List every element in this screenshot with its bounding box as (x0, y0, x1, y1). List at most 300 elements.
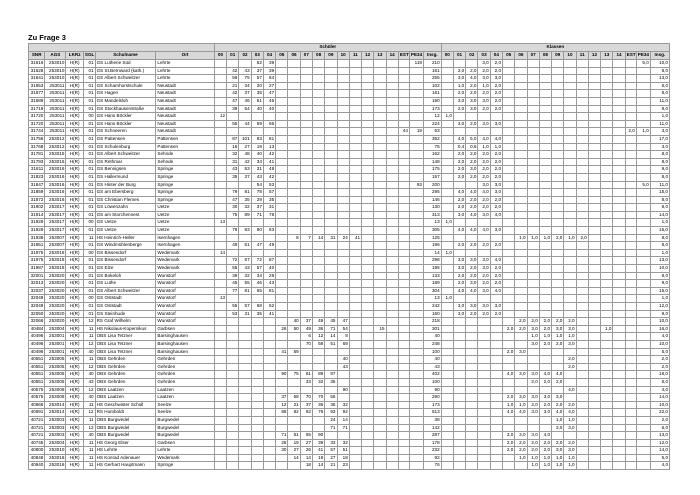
table-row (29, 189, 670, 197)
column-header: 14 (613, 52, 625, 60)
table-cell (453, 181, 465, 189)
table-cell: 3,0 (503, 432, 515, 440)
table-cell: 40745 (29, 439, 45, 447)
table-cell (300, 249, 312, 257)
table-cell (312, 113, 324, 121)
table-cell: 253007 (45, 234, 66, 242)
table-cell (288, 363, 300, 371)
table-cell: 13 (423, 295, 441, 303)
table-cell (288, 166, 300, 174)
table-cell (625, 439, 636, 447)
table-cell: 301 (423, 325, 441, 333)
table-cell: Burgwedel (156, 424, 214, 432)
table-cell: 01 (83, 280, 95, 288)
table-cell (374, 333, 386, 341)
table-cell (409, 113, 423, 121)
table-cell (263, 333, 275, 341)
table-cell (539, 75, 551, 83)
table-cell: 11 (83, 325, 95, 333)
table-cell: 40 (83, 371, 95, 379)
table-cell (312, 295, 324, 303)
table-cell: 80 (251, 227, 263, 235)
table-cell: GS am Ebersberg (95, 189, 156, 197)
table-cell: 1,0 (441, 295, 453, 303)
table-cell: 77 (227, 287, 239, 295)
table-cell: 13,0 (650, 432, 669, 440)
table-cell (515, 151, 527, 159)
table-cell (539, 348, 551, 356)
table-cell (374, 189, 386, 197)
table-cell (539, 265, 551, 273)
table-cell: 253020 (45, 272, 66, 280)
table-cell: 4,0 (466, 287, 478, 295)
table-cell (288, 211, 300, 219)
table-cell (490, 378, 502, 386)
table-cell (214, 60, 226, 68)
table-cell (613, 143, 625, 151)
table-cell: 51 (251, 97, 263, 105)
table-cell (601, 340, 613, 348)
table-cell (325, 181, 337, 189)
table-cell (386, 325, 398, 333)
table-cell (362, 249, 374, 257)
table-cell: 01 (83, 204, 95, 212)
table-cell (349, 462, 361, 470)
table-row (29, 211, 670, 219)
table-cell (515, 295, 527, 303)
table-cell (349, 409, 361, 417)
table-cell: 72 (227, 257, 239, 265)
table-cell: H(R) (66, 189, 84, 197)
table-cell (398, 173, 409, 181)
table-cell: 41 (312, 447, 324, 455)
table-cell: 3,0 (527, 325, 539, 333)
table-cell (564, 378, 576, 386)
table-cell: 01 (83, 196, 95, 204)
table-cell (453, 394, 465, 402)
table-cell (601, 60, 613, 68)
table-cell: 2,0 (453, 90, 465, 98)
table-cell: 32049 (29, 303, 45, 311)
table-cell: 100 (423, 378, 441, 386)
table-cell (362, 378, 374, 386)
table-cell: 47 (263, 90, 275, 98)
table-cell: 253003 (45, 432, 66, 440)
table-cell (576, 75, 588, 83)
table-cell: Springe (156, 189, 214, 197)
table-cell: 66 (263, 120, 275, 128)
table-cell (386, 333, 398, 341)
table-cell (409, 363, 423, 371)
table-cell: 2,0 (503, 394, 515, 402)
table-cell (276, 340, 288, 348)
table-cell (409, 394, 423, 402)
column-header: 09 (325, 52, 337, 60)
table-cell: 3,0 (490, 181, 502, 189)
table-cell: GS St.Bernward (kath.) (95, 67, 156, 75)
table-cell: 32066 (29, 318, 45, 326)
table-cell (588, 295, 600, 303)
table-cell: 3,0 (490, 189, 502, 197)
table-cell (515, 310, 527, 318)
table-cell: 55 (227, 120, 239, 128)
table-cell (503, 272, 515, 280)
table-cell (386, 454, 398, 462)
table-cell: 3,0 (478, 75, 490, 83)
table-cell (325, 363, 337, 371)
table-cell (276, 181, 288, 189)
table-cell (325, 265, 337, 273)
table-cell: 87 (227, 135, 239, 143)
table-cell (576, 135, 588, 143)
table-cell: 54 (239, 105, 251, 113)
table-cell: 2,0 (478, 67, 490, 75)
table-cell (636, 105, 650, 113)
column-header: 11 (576, 52, 588, 60)
table-cell (349, 120, 361, 128)
table-cell: 26 (300, 447, 312, 455)
table-cell (374, 135, 386, 143)
table-cell (288, 113, 300, 121)
table-cell: 44 (239, 120, 251, 128)
table-cell (613, 227, 625, 235)
table-cell (625, 310, 636, 318)
table-cell (601, 401, 613, 409)
table-cell (374, 265, 386, 273)
table-cell: 93 (325, 409, 337, 417)
table-cell (398, 394, 409, 402)
table-cell (515, 227, 527, 235)
table-cell: Sehnde (156, 158, 214, 166)
table-cell (625, 143, 636, 151)
table-cell (576, 303, 588, 311)
table-cell: 2,0 (453, 204, 465, 212)
table-cell (374, 287, 386, 295)
table-row (29, 249, 670, 257)
table-cell: 200 (423, 181, 441, 189)
table-cell: 2,0 (490, 272, 502, 280)
table-cell (625, 454, 636, 462)
table-cell (636, 173, 650, 181)
table-cell: Springe (156, 196, 214, 204)
table-row (29, 287, 670, 295)
table-cell (576, 432, 588, 440)
table-cell (239, 181, 251, 189)
table-cell (386, 75, 398, 83)
table-cell (490, 371, 502, 379)
table-cell: 3,0 (466, 257, 478, 265)
table-cell (214, 454, 226, 462)
table-cell (539, 249, 551, 257)
table-cell: 40575 (29, 394, 45, 402)
table-cell (601, 280, 613, 288)
table-cell (503, 105, 515, 113)
table-cell: 01 (83, 265, 95, 273)
table-cell: 253015 (45, 151, 66, 159)
table-cell (527, 219, 539, 227)
table-cell: 253016 (45, 189, 66, 197)
table-cell: 90 (312, 432, 324, 440)
table-cell (349, 75, 361, 83)
table-cell (441, 181, 453, 189)
table-cell (478, 432, 490, 440)
table-cell (337, 181, 349, 189)
table-cell (601, 378, 613, 386)
table-cell: 45 (325, 318, 337, 326)
table-cell: OBS Gehrden (95, 371, 156, 379)
table-cell (288, 158, 300, 166)
table-cell (409, 303, 423, 311)
table-cell (588, 242, 600, 250)
table-cell: 30 (276, 447, 288, 455)
table-cell (312, 348, 324, 356)
table-cell: Wedemark (156, 257, 214, 265)
table-cell (349, 196, 361, 204)
table-cell (386, 60, 398, 68)
table-cell: 4,0 (466, 75, 478, 83)
table-cell: GS Bokeloh (95, 272, 156, 280)
table-cell: 253011 (45, 90, 66, 98)
table-cell: 2,0 (539, 401, 551, 409)
table-cell: OBS Burgwedel (95, 432, 156, 440)
table-cell: H(R) (66, 219, 84, 227)
table-cell: 1,0 (515, 401, 527, 409)
table-cell (539, 189, 551, 197)
table-cell (251, 454, 263, 462)
table-cell (374, 120, 386, 128)
table-cell: 43 (239, 67, 251, 75)
table-cell (441, 348, 453, 356)
table-cell: 87 (325, 371, 337, 379)
table-cell: 8,0 (650, 173, 669, 181)
table-cell: H(R) (66, 318, 84, 326)
table-cell (453, 401, 465, 409)
table-cell (386, 143, 398, 151)
table-cell (409, 378, 423, 386)
table-cell (625, 303, 636, 311)
table-row (29, 265, 670, 273)
table-cell (636, 394, 650, 402)
table-cell (251, 219, 263, 227)
table-cell (625, 295, 636, 303)
table-cell (251, 378, 263, 386)
table-cell (409, 173, 423, 181)
column-header: 03 (478, 52, 490, 60)
table-cell: H(R) (66, 227, 84, 235)
table-cell (227, 416, 239, 424)
table-cell (576, 356, 588, 364)
table-cell (564, 432, 576, 440)
table-cell (625, 173, 636, 181)
table-cell (515, 219, 527, 227)
table-cell (214, 333, 226, 341)
table-cell: 54 (337, 325, 349, 333)
table-cell: 49 (263, 242, 275, 250)
table-cell (576, 242, 588, 250)
table-cell (490, 333, 502, 341)
table-cell: H(R) (66, 272, 84, 280)
table-cell (239, 424, 251, 432)
table-cell (490, 454, 502, 462)
column-header: AGS (45, 52, 66, 60)
table-cell (588, 394, 600, 402)
table-cell (362, 151, 374, 159)
table-cell: 78 (263, 211, 275, 219)
table-cell: 90 (276, 371, 288, 379)
table-cell: 242 (423, 303, 441, 311)
table-cell: 2,0 (466, 151, 478, 159)
table-cell: 2,0 (515, 325, 527, 333)
table-cell: 2,0 (515, 318, 527, 326)
table-cell (362, 181, 374, 189)
table-cell (636, 378, 650, 386)
table-cell (564, 249, 576, 257)
table-cell (227, 386, 239, 394)
table-cell: 24 (325, 416, 337, 424)
table-cell: 253014 (45, 401, 66, 409)
table-cell (214, 386, 226, 394)
table-cell (409, 439, 423, 447)
table-cell (527, 90, 539, 98)
table-cell (337, 135, 349, 143)
table-cell: 40 (337, 356, 349, 364)
table-cell (288, 196, 300, 204)
table-cell (588, 386, 600, 394)
table-cell: 3,0 (478, 211, 490, 219)
table-cell (503, 143, 515, 151)
table-cell: 81 (239, 189, 251, 197)
table-cell: H(R) (66, 242, 84, 250)
table-cell (613, 356, 625, 364)
table-cell: 3,0 (552, 325, 564, 333)
table-cell (636, 75, 650, 83)
table-cell: RS Graf Wilhelm (95, 318, 156, 326)
table-cell: 32 (312, 378, 324, 386)
table-cell (466, 394, 478, 402)
table-cell (636, 303, 650, 311)
table-cell: 75 (423, 143, 441, 151)
table-cell (409, 265, 423, 273)
table-cell (453, 60, 465, 68)
table-cell: Burgwedel (156, 416, 214, 424)
table-cell: 01 (83, 151, 95, 159)
table-cell (564, 280, 576, 288)
table-row (29, 432, 670, 440)
table-cell (374, 90, 386, 98)
table-cell (288, 303, 300, 311)
table-cell: 2,0 (453, 158, 465, 166)
table-cell (588, 401, 600, 409)
table-cell (613, 318, 625, 326)
table-cell: 14,0 (650, 211, 669, 219)
table-cell (588, 128, 600, 136)
table-cell: 4,0 (453, 135, 465, 143)
table-cell (276, 90, 288, 98)
table-cell: 13 (214, 295, 226, 303)
table-cell (398, 280, 409, 288)
table-cell (276, 378, 288, 386)
table-cell (374, 82, 386, 90)
table-cell (576, 60, 588, 68)
table-cell (362, 166, 374, 174)
table-cell: GS Steinhude (95, 310, 156, 318)
table-cell (276, 219, 288, 227)
table-cell (515, 378, 527, 386)
table-cell: 1,0 (552, 462, 564, 470)
table-cell (276, 166, 288, 174)
table-cell (251, 318, 263, 326)
table-cell (288, 378, 300, 386)
table-cell: 2,0 (490, 82, 502, 90)
table-cell (539, 287, 551, 295)
table-cell: Springe (156, 173, 214, 181)
table-cell: 42 (227, 67, 239, 75)
table-cell: H(R) (66, 454, 84, 462)
table-cell (552, 105, 564, 113)
table-cell (409, 204, 423, 212)
table-cell: 1,0 (539, 454, 551, 462)
table-cell (214, 242, 226, 250)
table-cell (515, 128, 527, 136)
table-cell (503, 356, 515, 364)
table-cell (453, 378, 465, 386)
table-cell: 6 (300, 333, 312, 341)
table-cell: 37 (276, 394, 288, 402)
table-cell (325, 82, 337, 90)
table-cell (263, 325, 275, 333)
table-cell (337, 158, 349, 166)
table-cell: 253005 (45, 356, 66, 364)
table-cell (576, 97, 588, 105)
table-cell (441, 424, 453, 432)
table-cell (453, 416, 465, 424)
table-cell: Neustadt (156, 97, 214, 105)
table-cell: 173 (423, 401, 441, 409)
table-cell (263, 363, 275, 371)
table-cell (527, 280, 539, 288)
table-cell (362, 75, 374, 83)
table-cell (503, 280, 515, 288)
table-cell (386, 318, 398, 326)
table-cell (409, 462, 423, 470)
table-row (29, 318, 670, 326)
table-cell (386, 135, 398, 143)
table-cell (552, 363, 564, 371)
column-header: 00 (214, 52, 226, 60)
table-cell (601, 143, 613, 151)
table-cell (527, 204, 539, 212)
table-cell: 218 (423, 318, 441, 326)
table-cell: 3,0 (478, 120, 490, 128)
table-cell: Uetze (156, 219, 214, 227)
table-cell (564, 219, 576, 227)
table-cell: 8 (337, 333, 349, 341)
table-cell: 61 (288, 432, 300, 440)
table-cell (588, 257, 600, 265)
table-cell: 4,0 (650, 333, 669, 341)
column-header: 12 (362, 52, 374, 60)
table-cell: H(R) (66, 303, 84, 311)
table-cell (288, 128, 300, 136)
table-cell: 248 (423, 340, 441, 348)
table-cell (539, 295, 551, 303)
table-cell (386, 219, 398, 227)
table-cell (564, 242, 576, 250)
table-cell (613, 432, 625, 440)
table-cell (214, 82, 226, 90)
table-cell (564, 287, 576, 295)
table-cell (576, 166, 588, 174)
